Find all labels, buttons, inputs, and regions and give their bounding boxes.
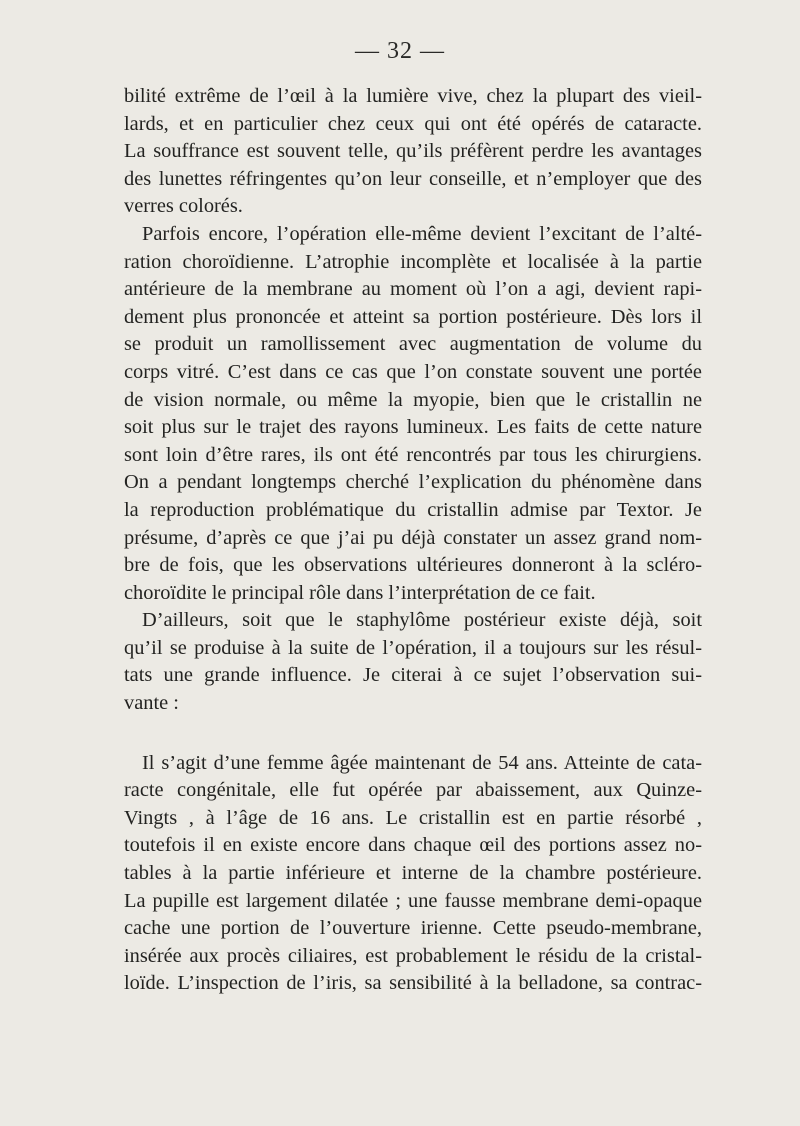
text-line: corps vitré. C’est dans ce cas que l’on constate souvent une portée: [124, 360, 702, 383]
text-line: Vingts , à l’âge de 16 ans. Le cristallin est en partie résorbé ,: [124, 806, 702, 829]
text-line: Il s’agit d’une femme âgée maintenant de 54 ans. Atteinte de cata-: [142, 751, 702, 774]
text-line: cache une portion de l’ouverture irienne. Cette pseudo-membrane,: [124, 917, 702, 940]
text-line: toutefois il en existe encore dans chaque œil des portions assez no-: [124, 834, 702, 857]
text-line: la reproduction problématique du cristallin admise par Textor. Je: [124, 498, 702, 521]
text-line: On a pendant longtemps cherché l’explication du phénomène dans: [124, 471, 702, 494]
page-number: — 32 —: [355, 38, 445, 64]
text-line: D’ailleurs, soit que le staphylôme postérieur existe déjà, soit: [142, 609, 702, 632]
text-line: verres colorés.: [124, 195, 243, 218]
text-line: ration choroïdienne. L’atrophie incomplète et localisée à la partie: [124, 250, 702, 273]
text-line: antérieure de la membrane au moment où l’on a agi, devient rapi-: [124, 278, 702, 301]
text-line: vante :: [124, 692, 179, 715]
paragraph: [124, 221, 702, 607]
text-line: tats une grande influence. Je citerai à ce sujet l’observation sui-: [124, 664, 702, 687]
text-line: bilité extrême de l’œil à la lumière vive, chez la plupart des vieil-: [124, 85, 702, 107]
paragraph: [124, 83, 702, 221]
text-line: dement plus prononcée et atteint sa portion postérieure. Dès lors il: [124, 305, 702, 328]
text-line: La pupille est largement dilatée ; une fausse membrane demi-opaque: [124, 889, 702, 912]
paragraph: [124, 607, 702, 717]
text-line: Parfois encore, l’opération elle-même devient l’excitant de l’alté-: [142, 222, 702, 245]
paragraph-gap: [124, 718, 702, 750]
text-line: tables à la partie inférieure et interne de la chambre postérieure.: [124, 862, 702, 885]
body-text: [124, 83, 702, 998]
paragraph: [124, 750, 702, 998]
text-line: sont loin d’être rares, ils ont été rencontrés par tous les chirurgiens.: [124, 443, 702, 466]
text-line: de vision normale, ou même la myopie, bien que le cristallin ne: [124, 388, 702, 411]
text-line: bre de fois, que les observations ultérieures donneront à la scléro-: [124, 554, 702, 577]
text-line: choroïdite le principal rôle dans l’interprétation de ce fait.: [124, 581, 596, 604]
text-line: insérée aux procès ciliaires, est probablement le résidu de la cristal-: [124, 944, 702, 967]
text-line: loïde. L’inspection de l’iris, sa sensibilité à la belladone, sa contrac-: [124, 972, 702, 995]
text-line: racte congénitale, elle fut opérée par abaissement, aux Quinze-: [124, 779, 702, 802]
text-line: La souffrance est souvent telle, qu’ils préfèrent perdre les avantages: [124, 140, 702, 163]
text-line: se produit un ramollissement avec augmentation de volume du: [124, 333, 702, 356]
text-line: soit plus sur le trajet des rayons lumineux. Les faits de cette nature: [124, 416, 702, 439]
text-line: présume, d’après ce que j’ai pu déjà constater un assez grand nom-: [124, 526, 702, 549]
text-line: des lunettes réfringentes qu’on leur conseille, et n’employer que des: [124, 167, 702, 190]
text-line: lards, et en particulier chez ceux qui ont été opérés de cataracte.: [124, 112, 702, 135]
text-line: qu’il se produise à la suite de l’opération, il a toujours sur les résul-: [124, 636, 702, 659]
